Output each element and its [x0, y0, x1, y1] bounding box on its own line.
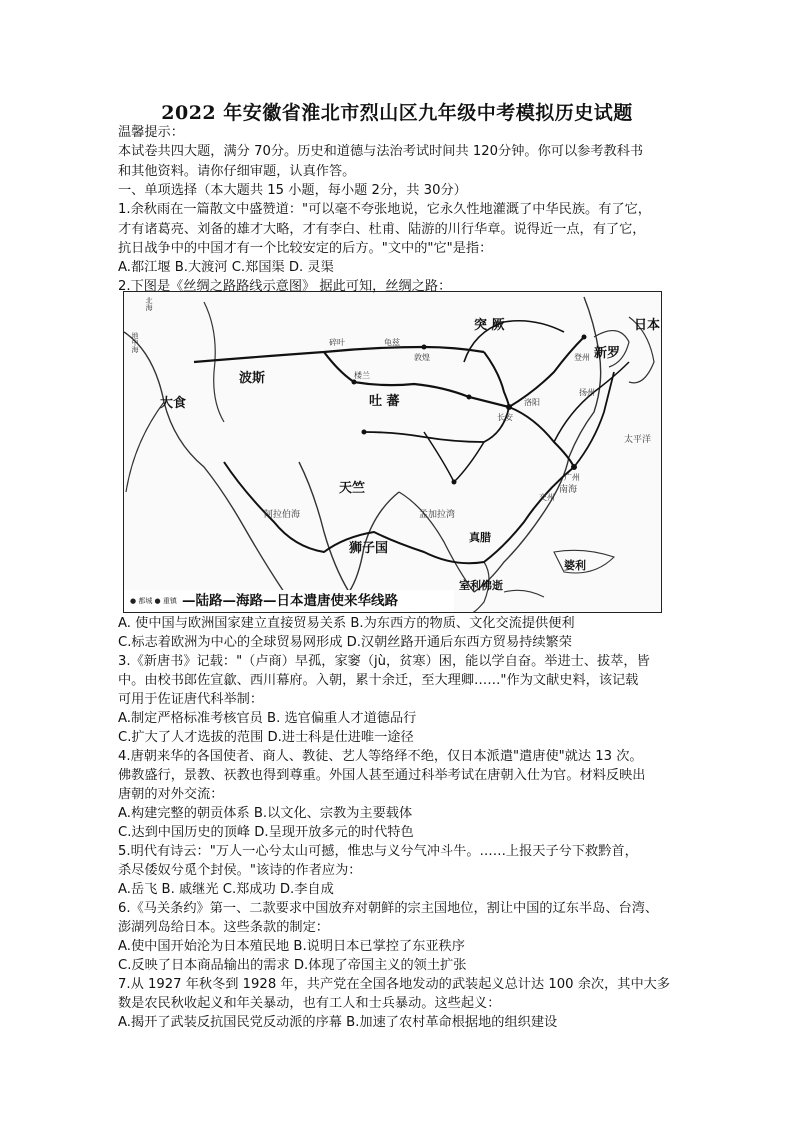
map-town-jiaozhou: 交州 [539, 493, 555, 502]
text-line: A.构建完整的朝贡体系 B.以文化、宗教为主要载体 [118, 806, 413, 821]
text-line: 2.下图是《丝绸之路路线示意图》 据此可知，丝绸之路： [118, 279, 452, 295]
text-line: 唐朝的对外交流： [118, 787, 224, 802]
text-line: 5.明代有诗云："万人一心兮太山可撼，惟忠与义兮气冲斗牛。……上报天子兮下救黔首， [118, 844, 638, 859]
map-town-qiuci: 龟兹 [384, 338, 400, 347]
map-label-zhenla: 真腊 [469, 531, 491, 544]
map-label-japan: 日本 [634, 318, 661, 333]
text-line: A.揭开了武装反抗国民党反动派的序幕 B.加速了农村革命根据地的组织建设 [118, 1015, 558, 1030]
map-legend-icons: ● 都城 ● 重镇 [130, 597, 177, 605]
map-label-persia: 波斯 [239, 371, 266, 386]
text-line: 抗日战争中的中国才有一个比较安定的后方。"文中的"它"是指： [118, 240, 493, 256]
text-line: 和其他资料。请你仔细审题，认真作答。 [118, 163, 356, 179]
map-label-pacific: 太平洋 [624, 435, 652, 445]
text-line: 一、单项选择（本大题共 15 小题，每小题 2分，共 30分） [118, 182, 467, 198]
text-line: 佛教盛行，景教、祆教也得到尊重。外国人甚至通过科举考试在唐朝入仕为官。材料反映出 [118, 768, 646, 783]
map-label-silla: 新罗 [594, 346, 621, 361]
text-line: 澎湖列岛给日本。这些条款的制定： [118, 920, 329, 935]
map-town-luoyang: 洛阳 [524, 398, 540, 407]
text-line: 可用于佐证唐代科举制： [118, 692, 264, 707]
map-town-guangzhou: 广州 [564, 473, 580, 482]
text-line: 杀尽倭奴兮觅个封侯。"该诗的作者应为： [118, 863, 362, 878]
map-label-arabian-sea: 阿拉伯海 [264, 510, 301, 520]
map-town-dengzhou: 登州 [574, 353, 590, 362]
map-town-yangzhou: 扬州 [579, 388, 595, 397]
map-label-poli: 婆利 [564, 559, 586, 572]
text-line: C.反映了日本商品输出的需求 D.体现了帝国主义的领土扩张 [118, 958, 467, 973]
text-line: A.都江堰 B.大渡河 C.郑国渠 D. 灵渠 [118, 260, 334, 276]
page-title: 2022 年安徽省淮北市烈山区九年级中考模拟历史试题 [161, 102, 633, 124]
map-label-dashi: 大食 [160, 396, 187, 411]
map-label-mediterranean: 地中海 [131, 332, 139, 353]
map-label-south-sea: 南海 [559, 485, 578, 495]
map-label-tianzhu: 天竺 [339, 481, 366, 496]
text-line: 数是农民秋收起义和年关暴动，也有工人和士兵暴动。这些起义： [118, 996, 501, 1011]
text-line: 中。由校书郎佐宣歙、西川幕府。入朝，累十余迁，至大理卿……"作为文献史料，该记载 [118, 673, 639, 688]
text-line: C.达到中国历史的顶峰 D.呈现开放多元的时代特色 [118, 825, 414, 840]
text-line: A. 使中国与欧洲国家建立直接贸易关系 B.为东西方的物质、文化交流提供便利 [118, 616, 575, 631]
text-line: 1.余秋雨在一篇散文中盛赞道："可以毫不夸张地说，它永久性地灌溉了中华民族。有了它， [118, 202, 651, 218]
text-line: A.使中国开始沦为日本殖民地 B.说明日本已掌控了东亚秩序 [118, 939, 465, 954]
map-town-suiye: 碎叶 [329, 338, 345, 347]
map-town-loulan: 楼兰 [354, 371, 370, 380]
text-line: 本试卷共四大题，满分 70分。历史和道德与法治考试时间共 120分钟。你可以参考教科书 [118, 144, 644, 160]
map-label-tujue: 突 厥 [474, 318, 505, 333]
text-line: A.岳飞 B. 戚继光 C.郑成功 D.李自成 [118, 882, 334, 897]
text-line: C.标志着欧洲为中心的全球贸易网形成 D.汉朝丝路开通后东西方贸易持续繁荣 [118, 635, 572, 650]
text-line: 6.《马关条约》第一、二款要求中国放弃对朝鲜的宗主国地位，割让中国的辽东半岛、台湾、 [118, 901, 659, 916]
text-line: 7.从 1927 年秋冬到 1928 年，共产党在全国各地发动的武装起义总计达 100 余次，其中大多 [118, 977, 671, 992]
text-line: 3.《新唐书》记载："（卢商）早孤，家窭（jù，贫寒）困，能以学自奋。举进士、拔萃，皆 [118, 654, 650, 669]
text-line: 才有诸葛亮、刘备的雄才大略，才有李白、杜甫、陆游的川行华章。说得近一点，有了它， [118, 221, 646, 237]
map-label-north-sea: 北海 [145, 297, 153, 311]
text-line: 4.唐朝来华的各国使者、商人、教徒、艺人等络绎不绝，仅日本派遣"遣唐使"就达 13 次。 [118, 749, 643, 764]
map-label-bengal-bay: 孟加拉湾 [419, 510, 456, 520]
text-line: C.扩大了人才选拔的范围 D.进士科是仕进唯一途径 [118, 730, 414, 745]
text-line: 温馨提示： [118, 125, 184, 140]
map-legend: —陆路—海路—日本遣唐使来华线路 [124, 590, 454, 612]
map-label-srivijaya: 室利佛逝 [459, 579, 503, 592]
map-label-shiziguo: 狮子国 [349, 541, 389, 556]
map-town-changan: 长安 [497, 413, 513, 422]
silk-road-map [123, 291, 662, 613]
text-line: A.制定严格标准考核官员 B. 选官偏重人才道德品行 [118, 711, 417, 726]
map-label-tubo: 吐 蕃 [369, 394, 400, 409]
map-town-dunhuang: 敦煌 [414, 353, 430, 362]
